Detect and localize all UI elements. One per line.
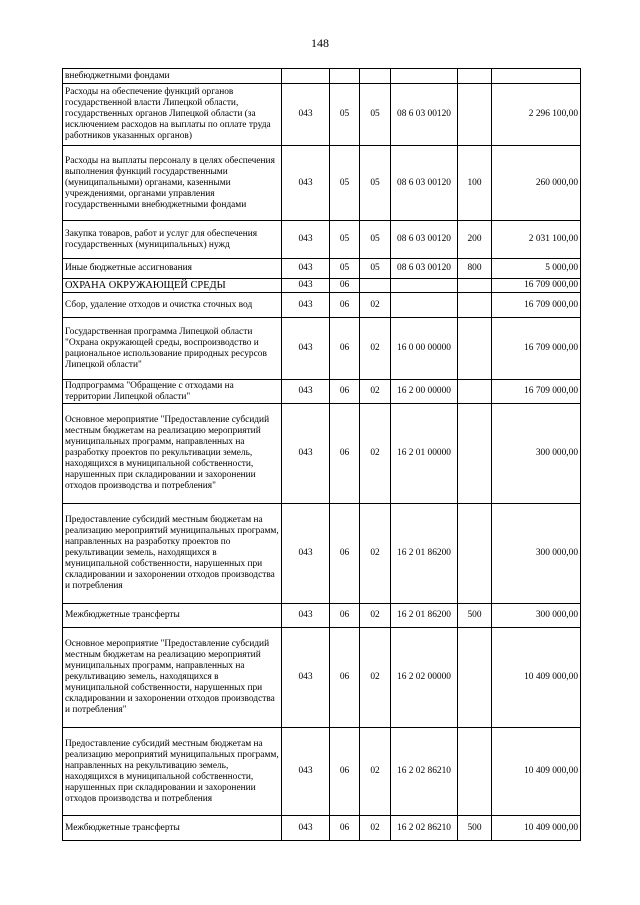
row-section-code: 06	[330, 628, 360, 728]
table-row	[63, 404, 581, 504]
table-row	[63, 221, 581, 259]
row-amount: 10 409 000,00	[492, 816, 581, 841]
row-amount: 260 000,00	[492, 146, 581, 221]
row-expense-type: 100	[458, 146, 492, 221]
row-target-article: 08 6 03 00120	[391, 259, 458, 279]
row-subsection-code: 02	[360, 404, 391, 504]
row-subsection-code: 02	[360, 604, 391, 628]
row-section-code: 06	[330, 293, 360, 318]
table-row	[63, 816, 581, 841]
row-amount: 300 000,00	[492, 404, 581, 504]
table-body	[63, 69, 581, 841]
row-subsection-code: 02	[360, 318, 391, 380]
row-name: Межбюджетные трансферты	[63, 604, 282, 628]
row-target-article: 16 2 02 00000	[391, 628, 458, 728]
row-gr-code: 043	[282, 221, 330, 259]
row-expense-type: 200	[458, 221, 492, 259]
row-expense-type	[458, 504, 492, 604]
row-subsection-code: 05	[360, 221, 391, 259]
row-amount: 300 000,00	[492, 604, 581, 628]
row-amount: 16 709 000,00	[492, 279, 581, 293]
row-expense-type	[458, 380, 492, 404]
row-amount: 16 709 000,00	[492, 318, 581, 380]
row-amount: 16 709 000,00	[492, 380, 581, 404]
row-gr-code: 043	[282, 259, 330, 279]
row-subsection-code: 02	[360, 816, 391, 841]
row-section-code: 06	[330, 816, 360, 841]
row-name: Государственная программа Липецкой области "Охрана окружающей среды, воспроизводство и рациональное использование природных ресурсов Липецкой области"	[63, 318, 282, 380]
row-section-code: 05	[330, 221, 360, 259]
table-row	[63, 628, 581, 728]
row-target-article: 16 2 01 00000	[391, 404, 458, 504]
row-expense-type: 500	[458, 604, 492, 628]
row-subsection-code: 05	[360, 146, 391, 221]
row-name: Основное мероприятие "Предоставление субсидий местным бюджетам на реализацию мероприятий муниципальных программ, направленных на разработку проектов по рекультивации земель, находящихся в муниципальной собственности, нарушенных при складировании и захоронении отходов производства и потребления"	[63, 404, 282, 504]
row-target-article	[391, 279, 458, 293]
row-amount: 10 409 000,00	[492, 728, 581, 816]
row-section-code: 06	[330, 318, 360, 380]
row-name: Межбюджетные трансферты	[63, 816, 282, 841]
row-expense-type	[458, 69, 492, 84]
row-amount: 2 031 100,00	[492, 221, 581, 259]
row-expense-type	[458, 728, 492, 816]
row-section-code: 05	[330, 146, 360, 221]
row-gr-code: 043	[282, 380, 330, 404]
row-section-code: 06	[330, 728, 360, 816]
row-gr-code: 043	[282, 318, 330, 380]
table-row	[63, 259, 581, 279]
row-name: Расходы на обеспечение функций органов государственной власти Липецкой области, государственных органов Липецкой области (за исключением расходов на выплаты по оплате труда работников указанных органов)	[63, 84, 282, 146]
row-gr-code: 043	[282, 404, 330, 504]
row-name: Закупка товаров, работ и услуг для обеспечения государственных (муниципальных) нужд	[63, 221, 282, 259]
row-subsection-code: 02	[360, 380, 391, 404]
row-expense-type: 500	[458, 816, 492, 841]
table-row	[63, 84, 581, 146]
row-name: Предоставление субсидий местным бюджетам на реализацию мероприятий муниципальных программ, направленных на разработку проектов по рекультивации земель, находящихся в муниципальной собственности, нарушенных при складировании и захоронении отходов производства и потребления	[63, 504, 282, 604]
row-amount: 5 000,00	[492, 259, 581, 279]
row-expense-type	[458, 293, 492, 318]
row-section-code: 06	[330, 404, 360, 504]
table-row	[63, 318, 581, 380]
row-gr-code: 043	[282, 816, 330, 841]
row-section-code: 06	[330, 504, 360, 604]
row-section-code: 06	[330, 604, 360, 628]
row-target-article	[391, 69, 458, 84]
row-name: Сбор, удаление отходов и очистка сточных вод	[63, 293, 282, 318]
row-amount	[492, 69, 581, 84]
row-name: Расходы на выплаты персоналу в целях обеспечения выполнения функций государственными (муниципальными) органами, казенными учреждениями, органами управления государственными внебюджетными фондами	[63, 146, 282, 221]
table-row	[63, 504, 581, 604]
row-subsection-code: 05	[360, 84, 391, 146]
page-number: 148	[311, 36, 329, 50]
row-section-code: 05	[330, 84, 360, 146]
row-target-article: 08 6 03 00120	[391, 221, 458, 259]
row-gr-code: 043	[282, 628, 330, 728]
row-expense-type	[458, 279, 492, 293]
row-target-article: 16 2 02 86210	[391, 728, 458, 816]
row-expense-type	[458, 318, 492, 380]
row-subsection-code: 02	[360, 628, 391, 728]
row-subsection-code	[360, 279, 391, 293]
table-row	[63, 293, 581, 318]
row-gr-code: 043	[282, 84, 330, 146]
row-subsection-code: 02	[360, 504, 391, 604]
row-subsection-code: 02	[360, 728, 391, 816]
row-expense-type	[458, 84, 492, 146]
row-expense-type	[458, 628, 492, 728]
row-gr-code: 043	[282, 279, 330, 293]
table-row	[63, 728, 581, 816]
row-section-code: 06	[330, 279, 360, 293]
row-expense-type	[458, 404, 492, 504]
table-row	[63, 69, 581, 84]
row-target-article: 16 2 01 86200	[391, 604, 458, 628]
row-amount: 16 709 000,00	[492, 293, 581, 318]
table-row	[63, 279, 581, 293]
row-subsection-code: 05	[360, 259, 391, 279]
row-name: Подпрограмма "Обращение с отходами на территории Липецкой области"	[63, 380, 282, 404]
row-name: Основное мероприятие "Предоставление субсидий местным бюджетам на реализацию мероприятий муниципальных программ, направленных на рекультивацию земель, находящихся в муниципальной собственности, нарушенных при складировании и захоронении отходов производства и потребления"	[63, 628, 282, 728]
table-row	[63, 604, 581, 628]
row-gr-code: 043	[282, 604, 330, 628]
row-amount: 2 296 100,00	[492, 84, 581, 146]
row-amount: 300 000,00	[492, 504, 581, 604]
row-subsection-code	[360, 69, 391, 84]
row-name: ОХРАНА ОКРУЖАЮЩЕЙ СРЕДЫ	[63, 279, 282, 293]
row-name: внебюджетными фондами	[63, 69, 282, 84]
row-target-article: 16 0 00 00000	[391, 318, 458, 380]
row-expense-type: 800	[458, 259, 492, 279]
row-section-code	[330, 69, 360, 84]
table-row	[63, 380, 581, 404]
row-name: Предоставление субсидий местным бюджетам на реализацию мероприятий муниципальных программ, направленных на рекультивацию земель, находящихся в муниципальной собственности, нарушенных при складировании и захоронении отходов производства и потребления	[63, 728, 282, 816]
row-gr-code: 043	[282, 504, 330, 604]
row-target-article: 08 6 03 00120	[391, 84, 458, 146]
row-target-article: 16 2 00 00000	[391, 380, 458, 404]
row-amount: 10 409 000,00	[492, 628, 581, 728]
row-target-article	[391, 293, 458, 318]
row-name: Иные бюджетные ассигнования	[63, 259, 282, 279]
row-subsection-code: 02	[360, 293, 391, 318]
row-section-code: 05	[330, 259, 360, 279]
row-section-code: 06	[330, 380, 360, 404]
budget-table	[62, 68, 581, 841]
row-target-article: 08 6 03 00120	[391, 146, 458, 221]
row-target-article: 16 2 02 86210	[391, 816, 458, 841]
row-gr-code: 043	[282, 293, 330, 318]
row-gr-code: 043	[282, 728, 330, 816]
row-gr-code: 043	[282, 146, 330, 221]
table-row	[63, 146, 581, 221]
row-gr-code	[282, 69, 330, 84]
row-target-article: 16 2 01 86200	[391, 504, 458, 604]
